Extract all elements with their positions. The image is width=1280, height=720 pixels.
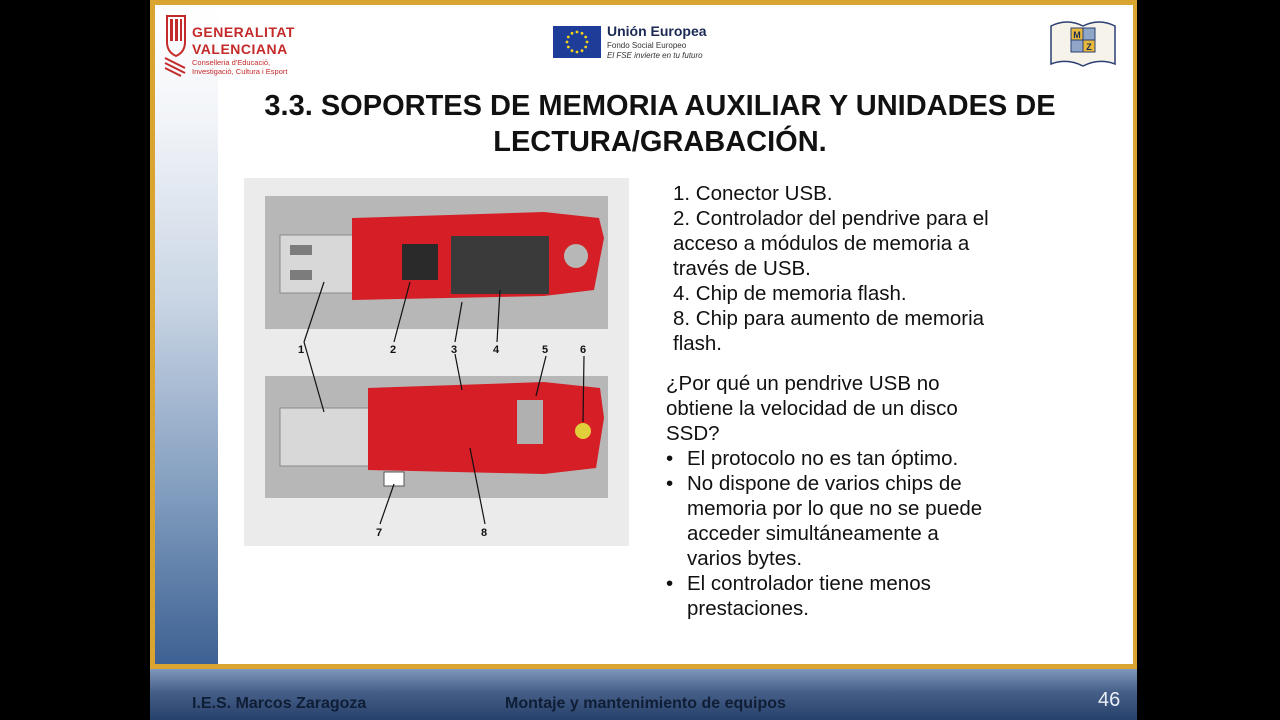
- callout-4: 4: [493, 344, 500, 356]
- mz-letter-m: M: [1073, 30, 1081, 40]
- bullet-3-line-2: prestaciones.: [687, 597, 809, 620]
- question-line-3: SSD?: [666, 422, 720, 445]
- slide-title-line1: 3.3. SOPORTES DE MEMORIA AUXILIAR Y UNIDADES DE: [264, 90, 1056, 122]
- callout-8: 8: [481, 527, 488, 539]
- bullet-dot-icon: •: [666, 572, 674, 595]
- callout-1: 1: [298, 344, 305, 356]
- component-list: [673, 181, 1073, 356]
- eu-subtitle-2: El FSE invierte en tu futuro: [607, 51, 703, 60]
- list-line-1: 1. Conector USB.: [673, 182, 833, 205]
- callout-6: 6: [580, 344, 587, 356]
- bullet-dot-icon: •: [666, 472, 674, 495]
- footer-school: I.E.S. Marcos Zaragoza: [192, 695, 367, 712]
- list-line-7: flash.: [673, 332, 722, 355]
- footer-course: Montaje y mantenimiento de equipos: [505, 695, 786, 712]
- gold-border-top: [150, 0, 1137, 5]
- gold-border-left: [150, 0, 155, 668]
- bullet-dot-icon: •: [666, 447, 674, 470]
- slide-title: [210, 88, 1110, 160]
- bullet-item: [666, 471, 1066, 571]
- callout-7: 7: [376, 527, 383, 539]
- bullet-item: [666, 446, 1066, 471]
- question-paragraph: [666, 371, 1066, 446]
- question-line-2: obtiene la velocidad de un disco: [666, 397, 958, 420]
- eu-flag-icon: [553, 26, 601, 58]
- list-line-3: acceso a módulos de memoria a: [673, 232, 970, 255]
- list-line-4: través de USB.: [673, 257, 811, 280]
- bullet-item: [666, 571, 1066, 621]
- gold-border-right: [1133, 0, 1137, 668]
- generalitat-name: [192, 24, 295, 58]
- bullet-3-line-1: El controlador tiene menos: [687, 572, 931, 595]
- bullet-2-line-3: acceder simultáneamente a: [687, 522, 939, 545]
- list-line-6: 8. Chip para aumento de memoria: [673, 307, 985, 330]
- led: [575, 423, 591, 439]
- list-line-5: 4. Chip de memoria flash.: [673, 282, 907, 305]
- generalitat-subtitle: [192, 58, 287, 76]
- usb-pendrive-photo: [244, 178, 629, 546]
- controller-chip: [402, 244, 438, 280]
- flash-chip: [451, 236, 549, 294]
- generalitat-name-line1: GENERALITAT: [192, 24, 295, 40]
- eu-subtitle-1: Fondo Social Europeo: [607, 41, 687, 50]
- generalitat-sub-line2: Investigació, Cultura i Esport: [192, 67, 288, 76]
- page-number: 46: [1098, 689, 1121, 711]
- bullet-2-line-2: memoria por lo que no se puede: [687, 497, 983, 520]
- callout-5: 5: [542, 344, 549, 356]
- answer-bullets: [666, 446, 1066, 621]
- generalitat-name-line2: VALENCIANA: [192, 41, 288, 57]
- slide-title-line2: LECTURA/GRABACIÓN.: [493, 126, 827, 158]
- usb-connector-bottom: [280, 408, 370, 466]
- mz-letter-z: Z: [1086, 42, 1092, 52]
- pcb-bottom: [368, 382, 604, 474]
- eu-title: Unión Europea: [607, 23, 707, 39]
- bullet-2-line-1: No dispone de varios chips de: [687, 472, 962, 495]
- callout-2: 2: [390, 344, 397, 356]
- list-line-2: 2. Controlador del pendrive para el: [673, 207, 989, 230]
- mz-school-logo-icon: [1049, 16, 1117, 68]
- question-line-1: ¿Por qué un pendrive USB no: [666, 372, 940, 395]
- bullet-2-line-4: varios bytes.: [687, 547, 803, 570]
- generalitat-sub-line1: Conselleria d'Educació,: [192, 58, 271, 67]
- callout-3: 3: [451, 344, 458, 356]
- bullet-1-line-1: El protocolo no es tan óptimo.: [687, 447, 959, 470]
- left-gradient-band: [155, 5, 218, 664]
- crystal-oscillator: [517, 400, 543, 444]
- usb-connector-top: [280, 235, 354, 293]
